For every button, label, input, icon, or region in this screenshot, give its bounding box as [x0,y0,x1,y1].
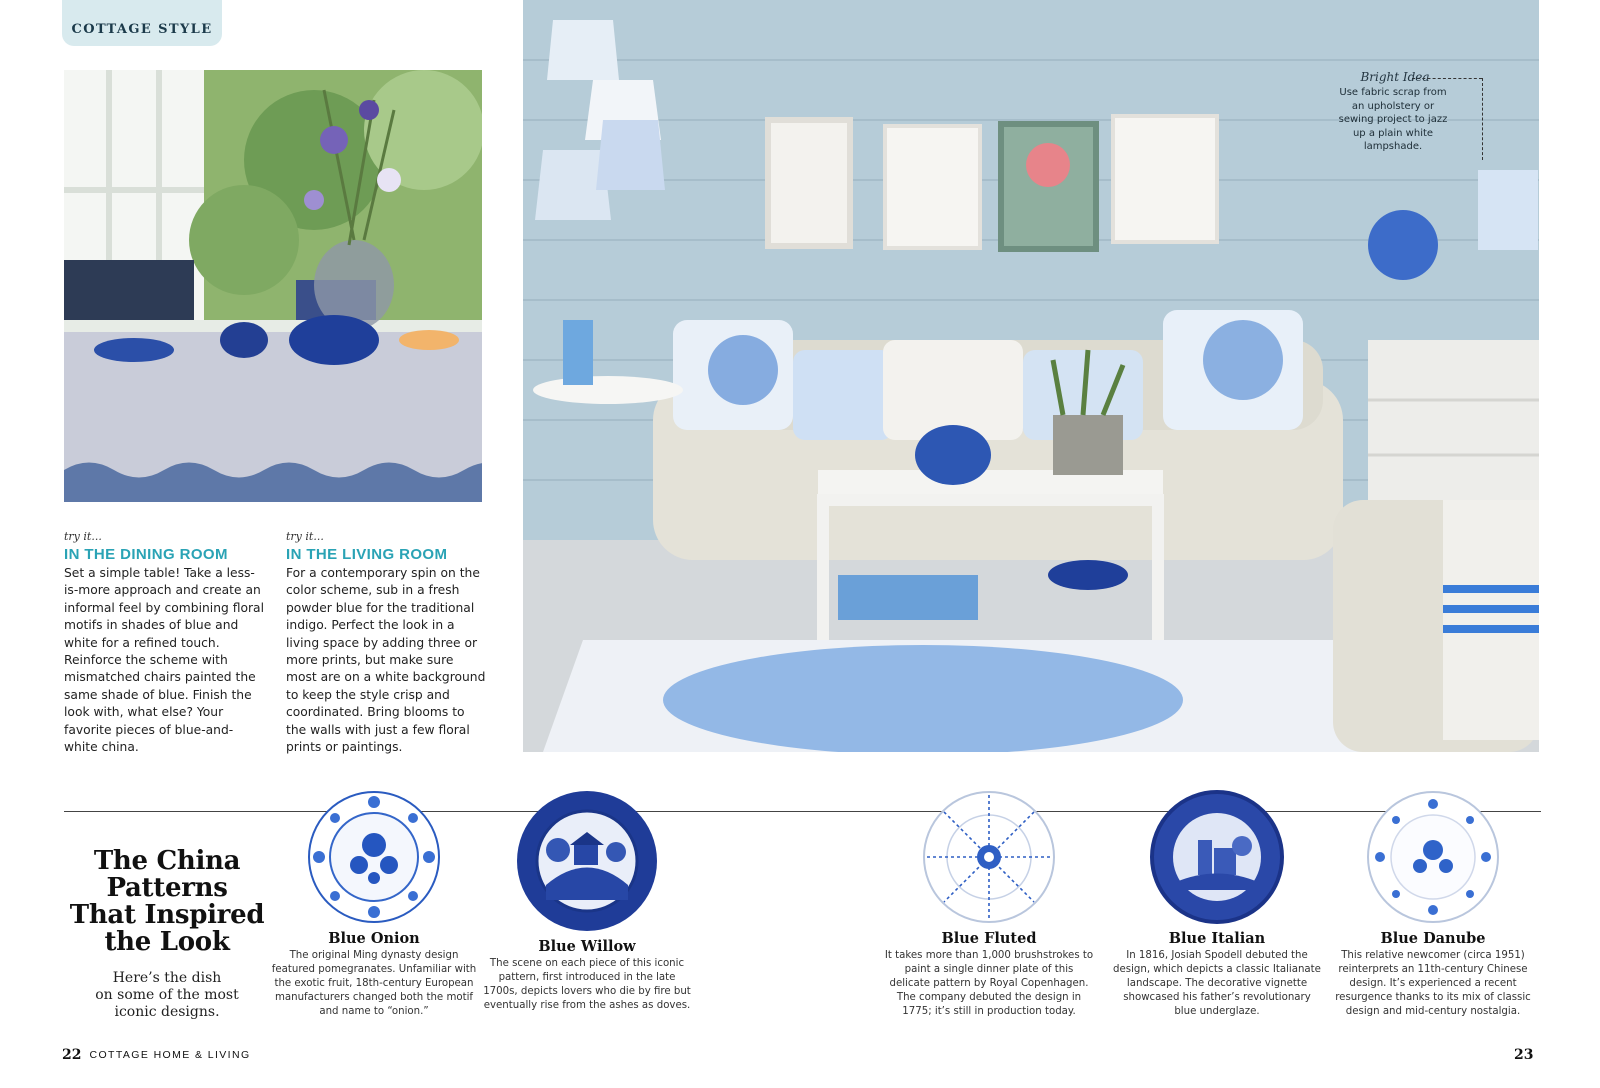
china-section-subtitle [62,970,272,1021]
plate-name: Blue Italian [1168,930,1266,947]
folio-left [62,1047,251,1063]
bright-idea-tip [1300,70,1450,154]
plate-name: Blue Onion [328,930,420,947]
plate-description: It takes more than 1,000 brushstrokes to paint a single dinner plate of this delicate pattern by Royal Copenhagen. The company debuted the design in 1775; it’s still in production today. [884,950,1094,1017]
blue-fluted-plate-image [922,790,1056,924]
plate-name: Blue Fluted [941,930,1037,947]
subtitle-line: Here’s the dish [112,970,222,986]
living-body: For a contemporary spin on the color scheme, sub in a fresh powder blue for the traditional indigo. Perfect the look in a living space by adding three or more prints, but make sure most are on a white background to keep the style crisp and coordinated. Bring blooms to the walls with just a few floral prints or paintings. [286,566,486,755]
living-kicker: try it... [286,530,324,543]
plate-description: This relative newcomer (circa 1951) reinterprets an 11th-century Chinese design. It’s experienced a recent resurgence thanks to its mix of classic design and mid-century nostalgia. [1335,950,1531,1017]
section-tab [62,0,222,46]
blue-italian-plate-image [1150,790,1284,924]
subtitle-line: iconic designs. [114,1004,220,1020]
tip-title: Bright Idea [1360,70,1430,84]
plate-blue-willow [482,790,692,1013]
section-label: COTTAGE STYLE [71,22,213,37]
tip-leader-line-vertical [1482,78,1483,160]
dining-body: Set a simple table! Take a less-is-more approach and create an informal feel by combining floral motifs in shades of blue and white for a refined touch. Reinforce the scheme with mismatched chairs painted the same shade of blue. Finish the look with, what else? Your favorite pieces of blue-and-white china. [64,566,264,755]
living-room-tip [286,530,486,756]
tip-body: Use fabric scrap from an upholstery or sewing project to jazz up a plain white lampshade. [1338,87,1448,152]
dining-kicker: try it... [64,530,102,543]
plate-blue-fluted [884,790,1094,1019]
title-line: the Look [104,927,230,957]
living-heading: IN THE LIVING ROOM [286,546,448,563]
blue-willow-plate-image [516,790,658,932]
left-page-number: 22 [62,1047,82,1063]
china-section-title [62,848,272,956]
dining-room-tip [64,530,264,756]
blue-danube-plate-image [1366,790,1500,924]
blue-onion-plate-image [307,790,441,924]
folio-right [1514,1047,1533,1063]
plate-name: Blue Willow [538,938,636,955]
title-line: The China [93,846,241,876]
plate-description: The original Ming dynasty design featured pomegranates. Unfamiliar with the exotic fruit, 18th-century European manufacturers changed both the motif and name to “onion.” [271,950,477,1017]
subtitle-line: on some of the most [95,987,239,1003]
plate-blue-danube [1328,790,1538,1019]
dining-heading: IN THE DINING ROOM [64,546,228,563]
plate-name: Blue Danube [1380,930,1486,947]
plate-description: The scene on each piece of this iconic pattern, first introduced in the late 1700s, depicts lovers who die by fire but eventually rise from the ashes as doves. [483,958,691,1011]
right-page-number: 23 [1514,1047,1534,1063]
plate-description: In 1816, Josiah Spodell debuted the design, which depicts a classic Italianate landscape. The decorative vignette showcased his father’s revolutionary blue underglaze. [1113,950,1321,1017]
magazine-name: COTTAGE HOME & LIVING [89,1049,251,1061]
title-line: That Inspired [69,900,265,930]
dining-room-photo [64,70,482,502]
title-line: Patterns [106,873,228,903]
plate-blue-onion [269,790,479,1019]
dining-room-illustration [64,70,482,502]
plate-blue-italian [1112,790,1322,1019]
